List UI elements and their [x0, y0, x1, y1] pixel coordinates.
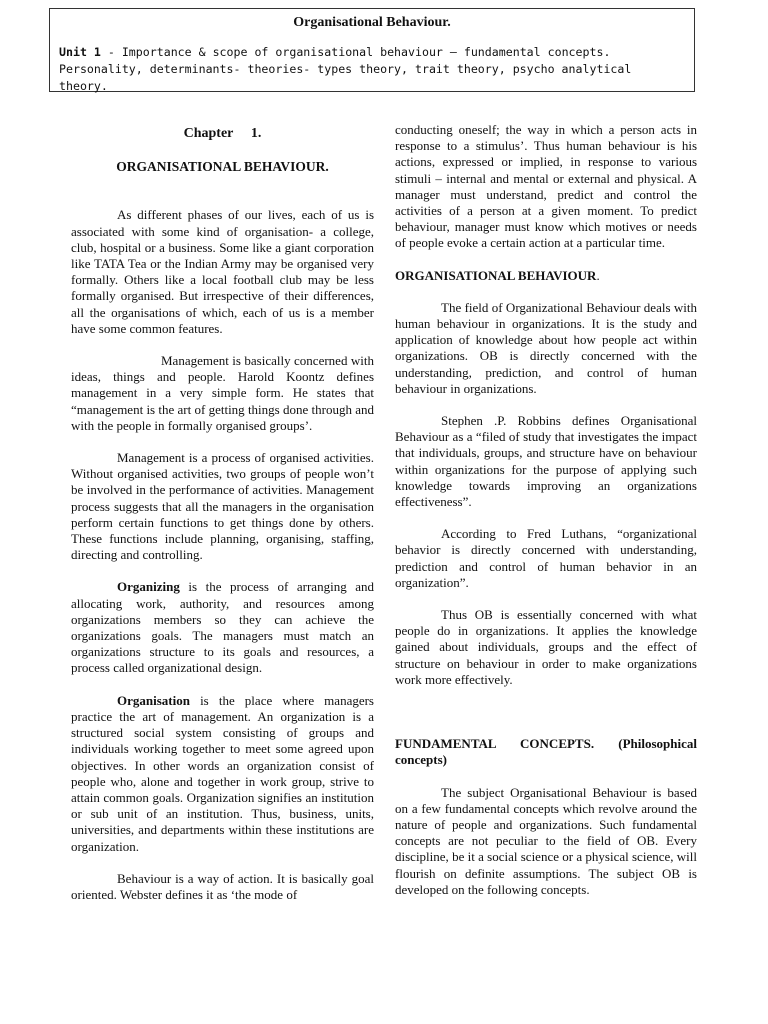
- document-title: Organisational Behaviour.: [293, 15, 451, 30]
- paragraph-robbins: Stephen .P. Robbins defines Organisational Behaviour as a “filed of study that investigates the impact that individuals, groups, and structure have on behaviour within organizations for the purpose of applying such knowledge towards improving an organizations effectiveness”.: [395, 413, 697, 510]
- paragraph-behaviour: Behaviour is a way of action. It is basically goal oriented. Webster defines it as ‘the mode of: [71, 870, 374, 902]
- paragraph-organizing: Organizing is the process of arranging and allocating work, authority, and resources among organizations members so they can achieve the organizations goals. The managers must match an organizations structure to its goals and resources, a process called organizational design.: [71, 579, 374, 676]
- unit-label: Unit 1: [59, 45, 101, 59]
- chapter-heading: Chapter 1.: [183, 126, 262, 141]
- unit-description: [59, 44, 686, 95]
- section-heading-fundamental-concepts: FUNDAMENTAL CONCEPTS. (Philosophical concepts): [395, 736, 697, 768]
- term-organisation: Organisation: [117, 692, 190, 708]
- paragraph-intro: As different phases of our lives, each of us is associated with some kind of organisation- a college, club, hospital or a business. Some like a giant corporation like TATA Tea or the Indian Army may be organised very formally. Others like a local football club may be less formally organised. But irrespective of their differences, all the organisations of which, each of us is a member have some common features.: [71, 207, 374, 336]
- paragraph-management-koontz: Management is basically concerned with ideas, things and people. Harold Koontz defines management in a very simple form. He states that “management is the art of getting things done through and with the people in formally organised groups’.: [71, 353, 374, 433]
- paragraph-ob-field: The field of Organizational Behaviour deals with human behaviour in organizations. It is the study and application of knowledge about how people act within organizations. OB is directly concerned with the understanding, prediction, and control of human behaviour in organizations.: [395, 299, 697, 396]
- paragraph-organisation: Organisation is the place where managers practice the art of management. An organization is a structured social system consisting of groups and individuals working together to meet some agreed upon objectives. In other words an organization consist of people who, alone and together in work group, strive to attain common goals. Organization signifies an institution or sub unit of an institution. Thus, business, units, universities, and departments within these institutions are organization.: [71, 692, 374, 854]
- section-heading-ob: ORGANISATIONAL BEHAVIOUR.: [395, 267, 600, 283]
- paragraph-behaviour-continued: conducting oneself; the way in which a person acts in response to a stimulus’. Thus human behaviour is his actions, expressed or implied, in response to various stimuli – internal and mental or external and physical. A manager must understand, predict and control the activities of a person at a given moment. To predict behaviour, manager must know which motives or needs of people evoke a certain action at a particular time.: [395, 122, 697, 251]
- paragraph-ob-summary: Thus OB is essentially concerned with what people do in organizations. It applies the knowledge gained about individuals, groups and the effect of structure on behaviour in order to make organizations work more effectively.: [395, 607, 697, 687]
- term-organizing: Organizing: [117, 579, 180, 595]
- unit-header-box: [49, 8, 695, 92]
- paragraph-fundamental-concepts: The subject Organisational Behaviour is based on a few fundamental concepts which revolve around the nature of people and organizations. Such fundamental concepts are not peculiar to the field of OB. Every discipline, be it a social science or a physical science, will flourish on definite assumptions. The subject OB is developed on the following concepts.: [395, 784, 697, 897]
- left-column: [71, 120, 374, 903]
- paragraph-management-process: Management is a process of organised activities. Without organised activities, two groups of people won’t be involved in the performance of activities. Management process suggests that all the managers in the organisation perform certain functions to get things done by others. These functions include planning, organising, staffing, directing and controlling.: [71, 450, 374, 563]
- chapter-title: ORGANISATIONAL BEHAVIOUR.: [116, 159, 329, 175]
- unit-text: - Importance & scope of organisational behaviour – fundamental concepts. Personality, determinants- theories- types theory, trait theory, psycho analytical theory.: [59, 45, 632, 93]
- paragraph-luthans: According to Fred Luthans, “organizational behavior is directly concerned with understanding, prediction and control of human behavior in an organization”.: [395, 526, 697, 590]
- right-column: [395, 122, 697, 898]
